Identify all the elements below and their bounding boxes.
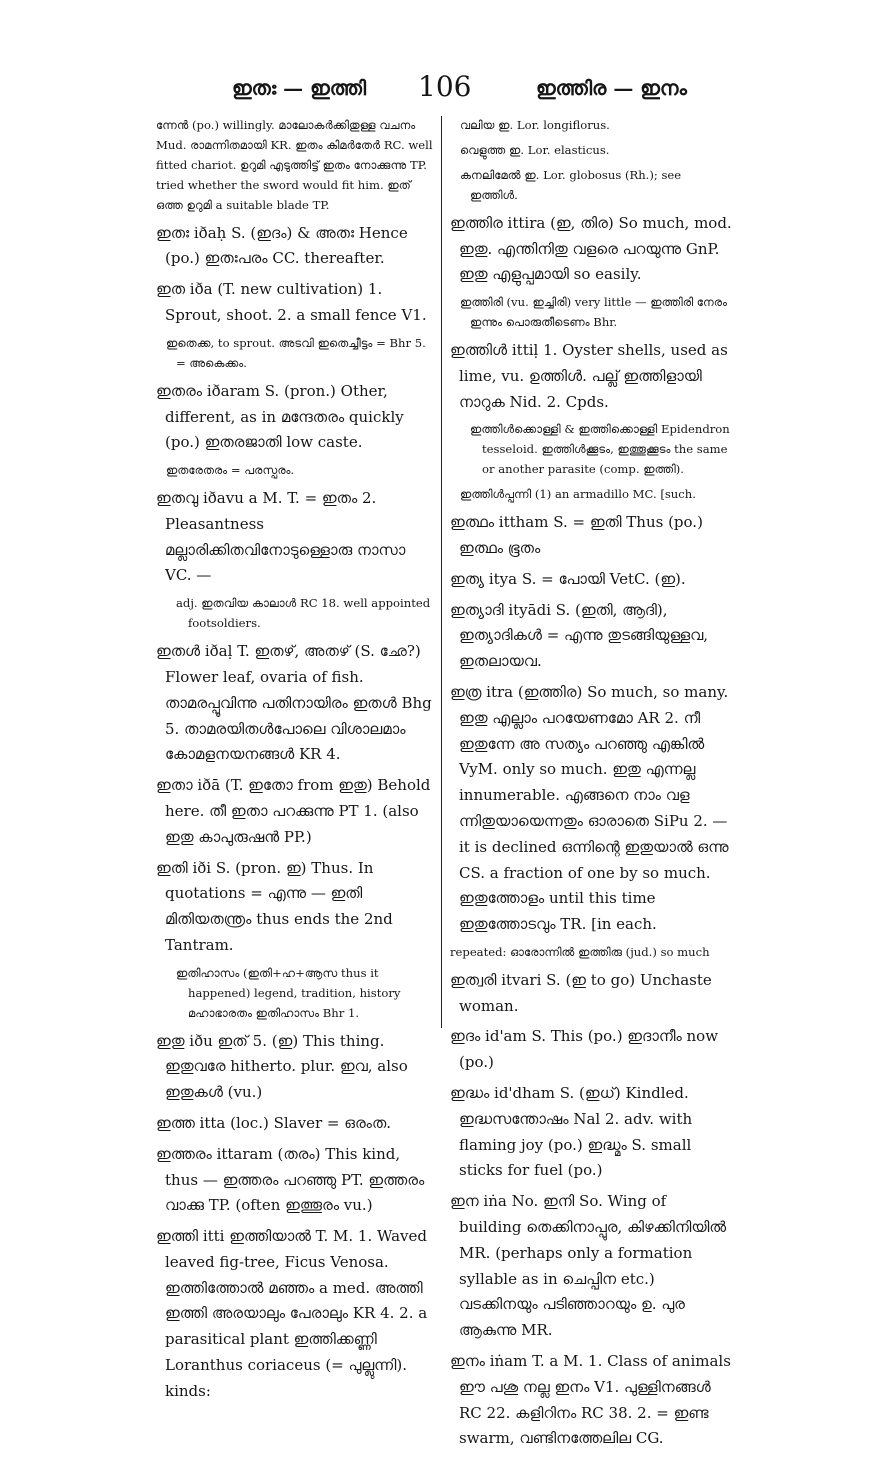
dictionary-subentry: adj. ഇതവിയ കാലാൾ RC 18. well appointed footsoldiers. bbox=[176, 596, 431, 631]
dictionary-entry: ഇദ്ധം id'dham S. (ഇധ്) Kindled. ഇദ്ധസന്തോഷം Nal 2. adv. with flaming joy (po.) ഇദ്ധ്മം S. small sticks for fuel (po.) bbox=[450, 1084, 693, 1180]
column-divider bbox=[441, 116, 442, 1028]
dictionary-entry: ഇതരം iðaram S. (pron.) Other, different, as in മന്ദേതരം quickly (po.) ഇതരജാതി low caste. bbox=[156, 381, 404, 452]
left-column bbox=[156, 116, 433, 1410]
right-running-head: ഇത്തിര — ഇനം bbox=[536, 76, 687, 100]
dictionary-entry: ഇത്ഥം ittham S. = ഇതി Thus (po.) ഇത്ഥം ഭൂതം bbox=[450, 513, 703, 557]
right-column bbox=[450, 116, 732, 1457]
dictionary-subentry: ഇതെക്ക, to sprout. അടവി ഇതെച്ചീട്ടം = Bhr 5. = അകെക്കം. bbox=[166, 335, 426, 370]
dictionary-entry: ഇത്ത itta (loc.) Slaver = ഒരംത. bbox=[156, 1113, 392, 1132]
dictionary-entry: ഇത്തി itti ഇത്തിയാൽ T. M. 1. Waved leaved fig-tree, Ficus Venosa. ഇത്തിത്തോൽ മഞ്ഞം a med. അത്തി ഇത്തി അരയാലും പേരാലും KR 4. 2. a parasitical plant ഇത്തിക്കണ്ണി Loranthus coriaceus (= പുല്ലുന്നി). kinds: bbox=[156, 1227, 428, 1400]
dictionary-entry: ഇതഃ iðaḥ S. (ഇദം) & അതഃ Hence (po.) ഇതഃപരം CC. thereafter. bbox=[156, 223, 408, 268]
dictionary-entry: ഇതവു iðavu a M. T. = ഇതം 2. Pleasantness മല്ലാരിക്കിതവിനോടുള്ളൊരു നാസാ VC. — bbox=[156, 489, 406, 585]
dictionary-entry: ഇത്തിൾ ittiḷ 1. Oyster shells, used as lime, vu. ഉത്തിൾ. പല്ല് ഇത്തിളായി നാറുക Nid. 2. Cpds. bbox=[450, 341, 728, 411]
dictionary-entry: ഇദം id'am S. This (po.) ഇദാനീം now (po.) bbox=[450, 1027, 719, 1072]
dictionary-subentry: ഇതിഹാസം (ഇതി+ഹ+ആസ thus it happened) legend, tradition, history മഹാഭാരതം ഇതിഹാസം Bhr 1. bbox=[176, 965, 401, 1020]
dictionary-entry: ഇത്യാദി ityādi S. (ഇതി, ആദി), ഇത്യാദികൾ = എന്നു തുടങ്ങിയുള്ളവ, ഇതലായവ. bbox=[450, 600, 709, 671]
dictionary-subentry: ഇതരേതരം = പരസ്പരം. bbox=[166, 463, 295, 478]
dictionary-entry: ഇതാ iðā (T. ഇതോ from ഇതു) Behold here. തീ ഇതാ പറക്കുന്നു PT 1. (also ഇതു കാപുരുഷൻ PP.) bbox=[156, 776, 431, 846]
dictionary-entry: ന്നേൻ (po.) willingly. മാലോകർക്കിതുള്ള വചനം Mud. രാമന്നിതമായി KR. ഇതം കിമർതേർ RC. well fitted chariot. ഉറുമി എടുത്തിട്ട് ഇതം നോക്കുന്നു TP. tried whether the sword would fit him. ഇത് ഒത്ത ഉറുമി a suitable blade TP. bbox=[156, 118, 433, 212]
dictionary-subentry: വെളുത്ത ഇ. Lor. elasticus. bbox=[460, 142, 610, 157]
dictionary-entry: ഇത്യ itya S. = പോയി VetC. (ഇ). bbox=[450, 569, 686, 588]
dictionary-entry: ഇന iṅa No. ഇനി So. Wing of building തെക്കിനാപ്പുര, കിഴക്കിനിയിൽ MR. (perhaps only a formation syllable as in ചെപ്പിന etc.) വടക്കിനയും പടിഞ്ഞാറയും ഉ. പുര ആകുന്നു MR. bbox=[450, 1192, 727, 1340]
dictionary-subentry: കനലിമേൽ ഇ. Lor. globosus (Rh.); see ഇത്തിൾ. bbox=[460, 167, 682, 202]
page-header bbox=[0, 70, 880, 110]
dictionary-entry: ഇത iða (T. new cultivation) 1. Sprout, shoot. 2. a small fence V1. bbox=[156, 280, 427, 325]
dictionary-entry: ഇതു iðu ഇത് 5. (ഇ) This thing. ഇതുവരേ hitherto. plur. ഇവ, also ഇതുകൾ (vu.) bbox=[156, 1031, 408, 1102]
dictionary-entry: ഇത്വരി itvari S. (ഇ to go) Unchaste woman. bbox=[450, 970, 712, 1015]
dictionary-subentry: ഇത്തിൾക്കൊള്ളി & ഇത്തിക്കൊള്ളി Epidendron tesseloid. ഇത്തിൾക്കൂടം, ഇത്തൂക്കൂടം the same or another parasite (comp. ഇത്തി). bbox=[470, 422, 730, 477]
dictionary-entry: ഇത്തരം ittaram (തരം) This kind, thus — ഇത്തരം പറഞ്ഞു PT. ഇത്തരം വാക്കു TP. (often ഇത്തൂരം vu.) bbox=[156, 1144, 425, 1215]
left-running-head: ഇതഃ — ഇത്തി bbox=[232, 76, 367, 100]
dictionary-subentry: ഇത്തിൾപ്പന്നി (1) an armadillo MC. [such. bbox=[460, 487, 696, 502]
dictionary-entry: ഇതി iði S. (pron. ഇ) Thus. In quotations = എന്നു — ഇതി മിതിയതന്ത്രം thus ends the 2nd Tantram. bbox=[156, 858, 393, 954]
page-number: 106 bbox=[418, 70, 472, 103]
dictionary-subentry: ഇത്തിരി (vu. ഇച്ചിരി) very little — ഇത്തിരി നേരം ഇന്നും പൊരുതീടെണം Bhr. bbox=[460, 295, 727, 330]
dictionary-entry: ഇതൾ iðaḷ T. ഇതഴ്, അതഴ് (S. ഛേ?) Flower leaf, ovaria of fish. താമരപ്പൂവിന്നു പതിനായിരം ഇതൾ Bhg 5. താമരയിതൾപോലെ വിശാലമാം കോമളനയനങ്ങൾ KR 4. bbox=[156, 642, 432, 764]
dictionary-subentry: വലിയ ഇ. Lor. longiflorus. bbox=[460, 118, 610, 132]
dictionary-entry: ഇനം iṅam T. a M. 1. Class of animals ഈ പശു നല്ല ഇനം V1. പുള്ളിനങ്ങൾ RC 22. കളിറിനം RC 38. 2. = ഇണ്ട swarm, വണ്ടിനത്തേലില CG. bbox=[450, 1352, 731, 1448]
dictionary-entry: ഇത്തിര ittira (ഇ, തിര) So much, mod. ഇതു. എന്തിനിതു വളരെ പറയുന്നു GnP. ഇതു എളുപ്പമായി so easily. bbox=[450, 213, 732, 284]
dictionary-subentry: repeated: ഓരോന്നിൽ ഇത്തിരു (jud.) so much bbox=[450, 944, 710, 959]
dictionary-entry: ഇത്ര itra (ഇത്തിര) So much, so many. ഇതു എല്ലാം പറയേണമോ AR 2. നീ ഇതുന്നേ അ സത്യം പറഞ്ഞു എങ്കിൽ VyM. only so much. ഇതു എന്നല്ല innumerable. എങ്ങനെ നാം വള ന്നിതുയായെന്നതും ഓരാതെ SiPu 2. — it is declined ഒന്നിന്റെ ഇതുയാൽ ഒന്നു CS. a fraction of one by so much. ഇതുത്തോളം until this time ഇതുത്തോടവും TR. [in each. bbox=[450, 682, 729, 934]
